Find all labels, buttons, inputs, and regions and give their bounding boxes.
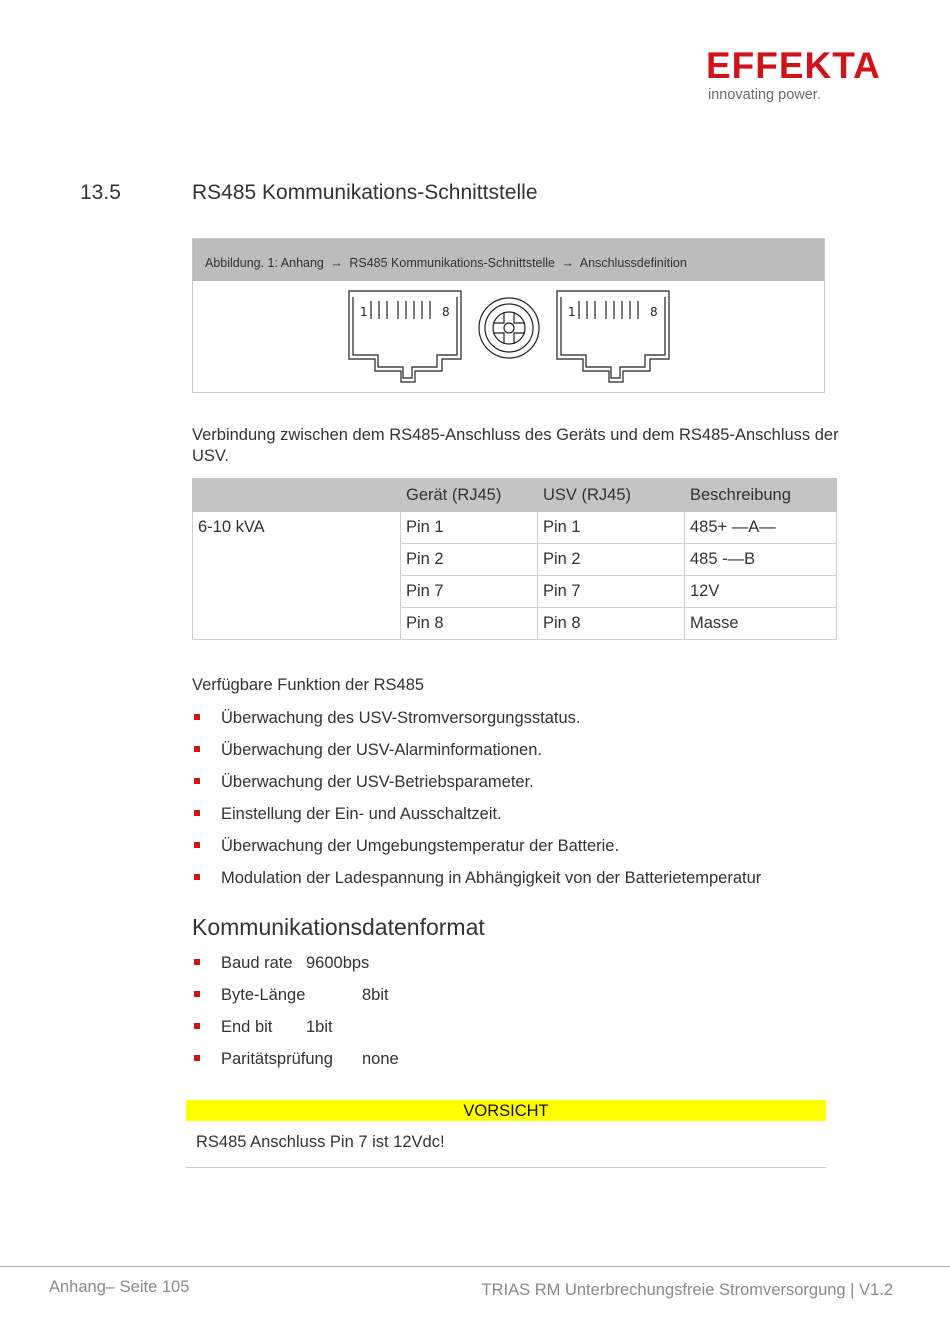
list-item-text: Überwachung der USV-Alarminformationen. (221, 741, 542, 759)
intro-paragraph: Verbindung zwischen dem RS485-Anschluss des Geräts und dem RS485-Anschluss der USV. (192, 426, 839, 465)
comm-format-list (192, 953, 399, 1081)
table-cell: Masse (685, 608, 837, 640)
effekta-logo (706, 46, 886, 108)
section-title: RS485 Kommunikations-Schnittstelle (192, 181, 538, 204)
caution-banner: VORSICHT (186, 1100, 826, 1121)
list-item-text: Einstellung der Ein- und Ausschaltzeit. (221, 805, 502, 823)
list-item-text: Überwachung des USV-Stromversorgungsstatus. (221, 709, 581, 727)
table-cell: 485+ —A— (685, 512, 837, 544)
list-item (192, 836, 761, 868)
mounting-screw-icon (479, 298, 539, 358)
bullet-square-icon (194, 810, 200, 816)
list-item (192, 708, 761, 740)
left-pin-end: 8 (442, 305, 450, 319)
table-header-cell (193, 479, 401, 512)
footer-doc-title: TRIAS RM Unterbrechungsfreie Stromversorgung | V1.2 (481, 1281, 893, 1299)
list-item (192, 772, 761, 804)
figure-label: Abbildung. 1: (205, 256, 278, 270)
pin-assignment-table (192, 478, 837, 640)
functions-title: Verfügbare Funktion der RS485 (192, 676, 425, 694)
table-header-cell: Gerät (RJ45) (401, 479, 538, 512)
list-item (192, 1049, 399, 1081)
comm-format-title: Kommunikationsdatenformat (192, 914, 485, 940)
param-value: 1bit (306, 1018, 333, 1036)
bullet-square-icon (194, 714, 200, 720)
figure-caption (193, 239, 824, 281)
param-value: none (362, 1050, 399, 1068)
arrow-right-icon: → (330, 256, 343, 270)
power-range-cell: 6-10 kVA (193, 512, 401, 640)
list-item (192, 953, 370, 985)
param-value: 9600bps (306, 954, 370, 972)
connector-figure (192, 238, 825, 393)
table-cell: Pin 2 (538, 544, 685, 576)
bullet-square-icon (194, 842, 200, 848)
list-item (192, 740, 761, 772)
left-pin-start: 1 (360, 305, 368, 319)
table-cell: Pin 2 (401, 544, 538, 576)
table-row (193, 512, 837, 544)
bullet-square-icon (194, 959, 200, 965)
param-label: Paritätsprüfung (221, 1050, 333, 1068)
table-cell: 485 -—B (685, 544, 837, 576)
footer-page-info: Anhang– Seite 105 (49, 1278, 190, 1296)
bullet-square-icon (194, 746, 200, 752)
param-label: Baud rate (221, 954, 293, 972)
param-label: End bit (221, 1018, 273, 1036)
caution-text: RS485 Anschluss Pin 7 ist 12Vdc! (196, 1133, 445, 1151)
bullet-square-icon (194, 1055, 200, 1061)
table-cell: Pin 7 (401, 576, 538, 608)
param-value: 8bit (362, 986, 389, 1004)
arrow-right-icon: → (561, 256, 574, 270)
table-header-cell: USV (RJ45) (538, 479, 685, 512)
logo-tagline: innovating power. (708, 87, 821, 103)
table-cell: Pin 1 (538, 512, 685, 544)
logo-brand: EFFEKTA (706, 45, 881, 86)
bullet-square-icon (194, 874, 200, 880)
bullet-square-icon (194, 991, 200, 997)
table-header-row (193, 479, 837, 512)
bullet-square-icon (194, 1023, 200, 1029)
figure-path-3: Anschlussdefinition (579, 256, 687, 270)
list-item (192, 804, 761, 836)
list-item (192, 1017, 333, 1049)
list-item-text: Überwachung der Umgebungstemperatur der Batterie. (221, 837, 620, 855)
table-cell: Pin 8 (538, 608, 685, 640)
footer-divider (0, 1266, 950, 1267)
list-item-text: Überwachung der USV-Betriebsparameter. (221, 773, 534, 791)
right-pin-end: 8 (650, 305, 658, 319)
figure-path-2: RS485 Kommunikations-Schnittstelle (349, 256, 556, 270)
divider (186, 1167, 826, 1168)
list-item (192, 868, 761, 900)
param-label: Byte-Länge (221, 986, 306, 1004)
list-item (192, 985, 389, 1017)
section-number: 13.5 (80, 181, 121, 204)
bullet-square-icon (194, 778, 200, 784)
table-cell: 12V (685, 576, 837, 608)
functions-list (192, 708, 761, 900)
list-item-text: Modulation der Ladespannung in Abhängigkeit von der Batterietemperatur (221, 869, 762, 887)
table-header-cell: Beschreibung (685, 479, 837, 512)
table-cell: Pin 7 (538, 576, 685, 608)
rj45-diagram (193, 281, 824, 392)
table-cell: Pin 1 (401, 512, 538, 544)
right-pin-start: 1 (568, 305, 576, 319)
figure-path-1: Anhang (280, 256, 324, 270)
table-cell: Pin 8 (401, 608, 538, 640)
